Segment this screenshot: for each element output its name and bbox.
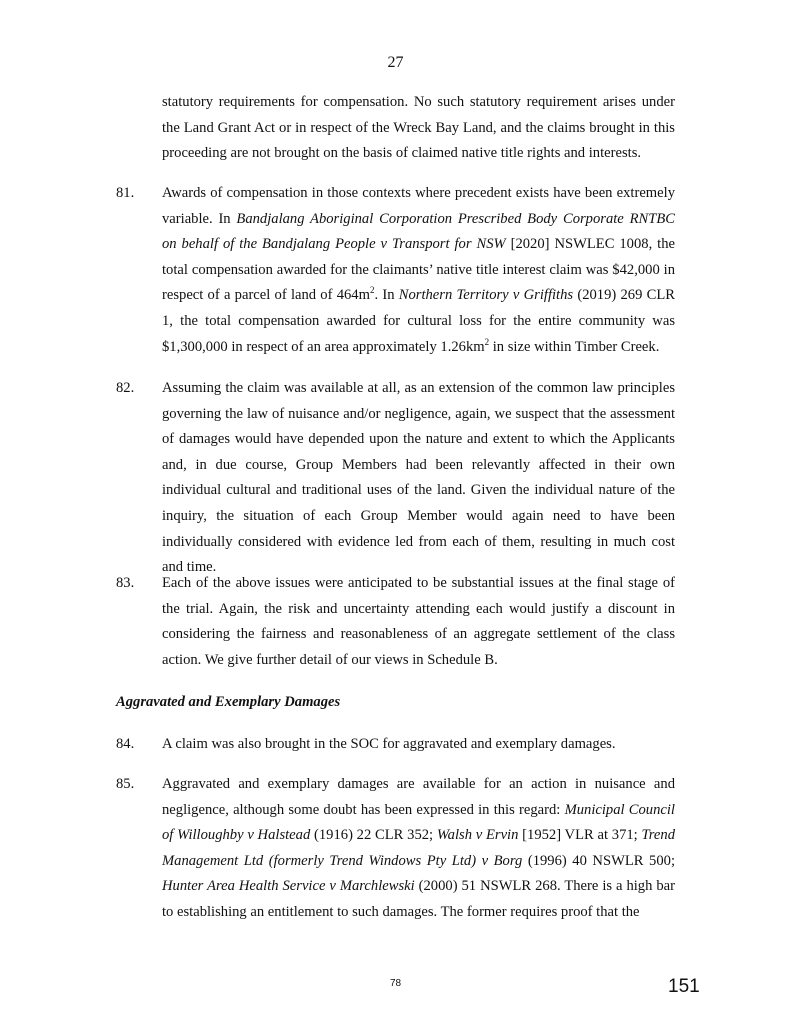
text-run: Aggravated and exemplary damages are available for an action in nuisance and negligence, although some doubt has been expressed in this regard: xyxy=(162,776,675,818)
case-citation: Bandjalang Aboriginal Corporation Prescribed Body Corporate RNTBC on behalf of the Bandjalang People v Transport for NSW xyxy=(162,210,675,253)
bundle-page-number: 151 xyxy=(668,976,700,997)
text-run: [1952] VLR at 371; xyxy=(518,827,642,844)
paragraph-number: 83. xyxy=(116,575,135,591)
page-number: 27 xyxy=(387,54,404,71)
text-run: . In xyxy=(374,287,399,304)
text-run: (1916) 22 CLR 352; xyxy=(310,827,437,844)
case-citation: Northern Territory v Griffiths xyxy=(398,287,574,304)
superscript: 2 xyxy=(484,336,490,347)
case-citation: Hunter Area Health Service v Marchlewski xyxy=(162,878,415,895)
paragraph-text xyxy=(162,181,675,360)
text-run: Awards of compensation in those contexts where precedent exists have been extremely variable. In xyxy=(162,185,675,227)
document-page-number: 78 xyxy=(389,978,402,989)
paragraph-text: Assuming the claim was available at all, as an extension of the common law principles governing the law of nuisance and/or negligence, again, we suspect that the assessment of damages would have depended upon the nature and extent to which the Applicants and, in due course, Group Members had been relevantly affected in their own individual cultural and traditional uses of the land. Given the individual nature of the inquiry, the situation of each Group Member would again need to have been individually considered with evidence led from each of them, resulting in much cost and time. xyxy=(162,380,675,576)
text-run: (2000) 51 NSWLR 268. There is a high bar to establishing an entitlement to such damages. The former requires proof that the xyxy=(162,878,675,920)
paragraph-number: 81. xyxy=(116,185,135,201)
text-run: [2020] NSWLEC 1008, the total compensation awarded for the claimants’ native title interest claim was $42,000 in respect of a parcel of land of 464m xyxy=(162,236,675,304)
text-run: (1996) 40 NSWLR 500; xyxy=(522,852,675,869)
paragraph-text: A claim was also brought in the SOC for aggravated and exemplary damages. xyxy=(162,736,616,752)
case-citation: Trend Management Ltd (formerly Trend Windows Pty Ltd) v Borg xyxy=(162,827,675,869)
section-heading: Aggravated and Exemplary Damages xyxy=(116,694,341,710)
text-run: in size within Timber Creek. xyxy=(489,338,660,355)
case-citation: Municipal Council of Willoughby v Halstead xyxy=(162,801,675,844)
paragraph-number: 84. xyxy=(116,736,135,752)
paragraph-number: 82. xyxy=(116,380,135,396)
superscript: 2 xyxy=(369,285,375,296)
continuation-paragraph: statutory requirements for compensation. No such statutory requirement arises under the Land Grant Act or in respect of the Wreck Bay Land, and the claims brought in this proceeding are not brought on the basis of claimed native title rights and interests. xyxy=(162,94,675,162)
paragraph-number: 85. xyxy=(116,776,135,792)
case-citation: Walsh v Ervin xyxy=(436,827,519,844)
paragraph-text xyxy=(162,772,675,926)
paragraph-text: Each of the above issues were anticipated to be substantial issues at the final stage of the trial. Again, the risk and uncertainty attending each would justify a discount in considering the fairness and reasonableness of an aggregate settlement of the class action. We give further detail of our views in Schedule B. xyxy=(162,575,675,668)
text-run: (2019) 269 CLR 1, the total compensation awarded for cultural loss for the entire community was $1,300,000 in respect of an area approximately 1.26km xyxy=(162,287,675,355)
